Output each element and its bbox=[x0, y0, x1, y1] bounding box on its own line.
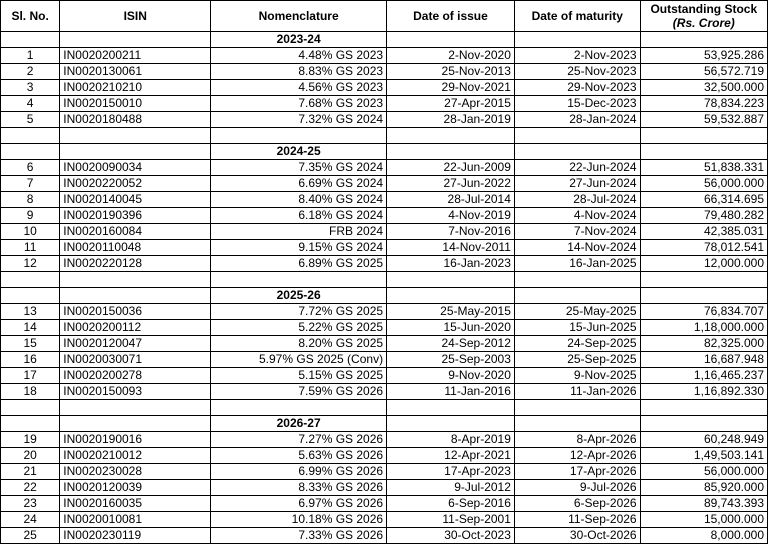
cell-date-of-maturity[interactable]: 25-May-2025 bbox=[514, 304, 640, 320]
cell-nomenclature[interactable]: 6.89% GS 2025 bbox=[211, 256, 387, 272]
cell-date-of-maturity[interactable]: 28-Jan-2024 bbox=[514, 112, 640, 128]
cell-sl-no[interactable]: 9 bbox=[1, 208, 60, 224]
header-isin[interactable]: ISIN bbox=[60, 1, 211, 32]
cell-isin[interactable]: IN0020150010 bbox=[60, 96, 211, 112]
cell-sl-no[interactable]: 22 bbox=[1, 480, 60, 496]
cell-date-of-issue[interactable]: 4-Nov-2019 bbox=[387, 208, 515, 224]
table-row bbox=[1, 496, 768, 512]
empty-cell[interactable] bbox=[514, 144, 640, 160]
cell-nomenclature[interactable]: 5.97% GS 2025 (Conv) bbox=[211, 352, 387, 368]
cell-outstanding-stock[interactable]: 53,925.286 bbox=[640, 48, 767, 64]
cell-sl-no[interactable]: 13 bbox=[1, 304, 60, 320]
empty-cell[interactable] bbox=[640, 400, 767, 416]
cell-outstanding-stock[interactable]: 60,248.949 bbox=[640, 432, 767, 448]
cell-date-of-issue[interactable]: 24-Sep-2012 bbox=[387, 336, 515, 352]
cell-nomenclature[interactable]: 9.15% GS 2024 bbox=[211, 240, 387, 256]
empty-cell[interactable] bbox=[60, 416, 211, 432]
cell-date-of-maturity[interactable]: 30-Oct-2026 bbox=[514, 528, 640, 544]
empty-cell[interactable] bbox=[640, 416, 767, 432]
table-body bbox=[1, 32, 768, 544]
empty-cell[interactable] bbox=[387, 128, 515, 144]
empty-cell[interactable] bbox=[211, 400, 387, 416]
cell-nomenclature[interactable]: 7.72% GS 2025 bbox=[211, 304, 387, 320]
cell-date-of-issue[interactable]: 30-Oct-2023 bbox=[387, 528, 515, 544]
cell-sl-no[interactable]: 15 bbox=[1, 336, 60, 352]
empty-cell[interactable] bbox=[1, 128, 60, 144]
empty-cell[interactable] bbox=[514, 400, 640, 416]
empty-cell[interactable] bbox=[60, 400, 211, 416]
empty-cell[interactable] bbox=[60, 288, 211, 304]
empty-cell[interactable] bbox=[387, 144, 515, 160]
cell-isin[interactable]: IN0020180488 bbox=[60, 112, 211, 128]
cell-date-of-issue[interactable]: 22-Jun-2009 bbox=[387, 160, 515, 176]
empty-cell[interactable] bbox=[1, 416, 60, 432]
table-row bbox=[1, 192, 768, 208]
empty-cell[interactable] bbox=[60, 128, 211, 144]
cell-nomenclature[interactable]: 8.83% GS 2023 bbox=[211, 64, 387, 80]
empty-cell[interactable] bbox=[387, 416, 515, 432]
header-outstanding-unit: (Rs. Crore) bbox=[672, 16, 735, 30]
cell-date-of-issue[interactable]: 27-Apr-2015 bbox=[387, 96, 515, 112]
cell-outstanding-stock[interactable]: 1,16,465.237 bbox=[640, 368, 767, 384]
cell-isin[interactable]: IN0020200211 bbox=[60, 48, 211, 64]
blank-row bbox=[1, 128, 768, 144]
empty-cell[interactable] bbox=[387, 288, 515, 304]
year-group-label[interactable]: 2023-24 bbox=[211, 32, 387, 48]
cell-isin[interactable]: IN0020110048 bbox=[60, 240, 211, 256]
cell-date-of-maturity[interactable]: 15-Dec-2023 bbox=[514, 96, 640, 112]
cell-sl-no[interactable]: 11 bbox=[1, 240, 60, 256]
empty-cell[interactable] bbox=[60, 32, 211, 48]
cell-isin[interactable]: IN0020200278 bbox=[60, 368, 211, 384]
cell-date-of-issue[interactable]: 6-Sep-2016 bbox=[387, 496, 515, 512]
header-nomenclature[interactable]: Nomenclature bbox=[211, 1, 387, 32]
cell-nomenclature[interactable]: FRB 2024 bbox=[211, 224, 387, 240]
empty-cell[interactable] bbox=[640, 32, 767, 48]
cell-isin[interactable]: IN0020130061 bbox=[60, 64, 211, 80]
cell-date-of-maturity[interactable]: 15-Jun-2025 bbox=[514, 320, 640, 336]
cell-nomenclature[interactable]: 7.33% GS 2026 bbox=[211, 528, 387, 544]
cell-sl-no[interactable]: 4 bbox=[1, 96, 60, 112]
cell-outstanding-stock[interactable]: 51,838.331 bbox=[640, 160, 767, 176]
cell-outstanding-stock[interactable]: 59,532.887 bbox=[640, 112, 767, 128]
empty-cell[interactable] bbox=[514, 416, 640, 432]
empty-cell[interactable] bbox=[387, 400, 515, 416]
year-group-label[interactable]: 2026-27 bbox=[211, 416, 387, 432]
cell-nomenclature[interactable]: 6.69% GS 2024 bbox=[211, 176, 387, 192]
cell-outstanding-stock[interactable]: 8,000.000 bbox=[640, 528, 767, 544]
cell-date-of-issue[interactable]: 14-Nov-2011 bbox=[387, 240, 515, 256]
table-row bbox=[1, 368, 768, 384]
cell-outstanding-stock[interactable]: 15,000.000 bbox=[640, 512, 767, 528]
cell-sl-no[interactable]: 3 bbox=[1, 80, 60, 96]
table-row bbox=[1, 304, 768, 320]
table-row bbox=[1, 224, 768, 240]
cell-sl-no[interactable]: 14 bbox=[1, 320, 60, 336]
empty-cell[interactable] bbox=[60, 144, 211, 160]
cell-date-of-issue[interactable]: 29-Nov-2021 bbox=[387, 80, 515, 96]
table-row bbox=[1, 448, 768, 464]
cell-date-of-maturity[interactable]: 25-Nov-2023 bbox=[514, 64, 640, 80]
cell-sl-no[interactable]: 12 bbox=[1, 256, 60, 272]
cell-sl-no[interactable]: 7 bbox=[1, 176, 60, 192]
cell-nomenclature[interactable]: 5.63% GS 2026 bbox=[211, 448, 387, 464]
cell-nomenclature[interactable]: 8.33% GS 2026 bbox=[211, 480, 387, 496]
empty-cell[interactable] bbox=[387, 32, 515, 48]
cell-outstanding-stock[interactable]: 89,743.393 bbox=[640, 496, 767, 512]
table-row bbox=[1, 352, 768, 368]
cell-date-of-maturity[interactable]: 17-Apr-2026 bbox=[514, 464, 640, 480]
table-row bbox=[1, 96, 768, 112]
cell-isin[interactable]: IN0020220128 bbox=[60, 256, 211, 272]
table-row bbox=[1, 64, 768, 80]
empty-cell[interactable] bbox=[211, 128, 387, 144]
cell-isin[interactable]: IN0020230119 bbox=[60, 528, 211, 544]
cell-date-of-maturity[interactable]: 12-Apr-2026 bbox=[514, 448, 640, 464]
empty-cell[interactable] bbox=[60, 272, 211, 288]
cell-sl-no[interactable]: 10 bbox=[1, 224, 60, 240]
table-row bbox=[1, 80, 768, 96]
cell-date-of-maturity[interactable]: 22-Jun-2024 bbox=[514, 160, 640, 176]
cell-date-of-maturity[interactable]: 6-Sep-2026 bbox=[514, 496, 640, 512]
table-row bbox=[1, 432, 768, 448]
table-row bbox=[1, 208, 768, 224]
year-group-row bbox=[1, 32, 768, 48]
empty-cell[interactable] bbox=[1, 144, 60, 160]
cell-nomenclature[interactable]: 5.15% GS 2025 bbox=[211, 368, 387, 384]
table-row bbox=[1, 464, 768, 480]
table-row bbox=[1, 160, 768, 176]
cell-sl-no[interactable]: 6 bbox=[1, 160, 60, 176]
cell-date-of-issue[interactable]: 9-Nov-2020 bbox=[387, 368, 515, 384]
cell-outstanding-stock[interactable]: 12,000.000 bbox=[640, 256, 767, 272]
cell-isin[interactable]: IN0020150093 bbox=[60, 384, 211, 400]
cell-date-of-maturity[interactable]: 11-Jan-2026 bbox=[514, 384, 640, 400]
cell-date-of-maturity[interactable]: 16-Jan-2025 bbox=[514, 256, 640, 272]
cell-outstanding-stock[interactable]: 1,49,503.141 bbox=[640, 448, 767, 464]
cell-isin[interactable]: IN0020030071 bbox=[60, 352, 211, 368]
cell-isin[interactable]: IN0020160084 bbox=[60, 224, 211, 240]
cell-nomenclature[interactable]: 7.68% GS 2023 bbox=[211, 96, 387, 112]
cell-outstanding-stock[interactable]: 82,325.000 bbox=[640, 336, 767, 352]
cell-nomenclature[interactable]: 7.35% GS 2024 bbox=[211, 160, 387, 176]
cell-date-of-issue[interactable]: 9-Jul-2012 bbox=[387, 480, 515, 496]
cell-date-of-maturity[interactable]: 24-Sep-2025 bbox=[514, 336, 640, 352]
empty-cell[interactable] bbox=[514, 272, 640, 288]
cell-date-of-issue[interactable]: 28-Jan-2019 bbox=[387, 112, 515, 128]
cell-nomenclature[interactable]: 4.48% GS 2023 bbox=[211, 48, 387, 64]
empty-cell[interactable] bbox=[640, 272, 767, 288]
cell-date-of-issue[interactable]: 16-Jan-2023 bbox=[387, 256, 515, 272]
cell-outstanding-stock[interactable]: 76,834.707 bbox=[640, 304, 767, 320]
cell-outstanding-stock[interactable]: 79,480.282 bbox=[640, 208, 767, 224]
cell-outstanding-stock[interactable]: 1,18,000.000 bbox=[640, 320, 767, 336]
cell-isin[interactable]: IN0020010081 bbox=[60, 512, 211, 528]
table-row bbox=[1, 528, 768, 544]
table-row bbox=[1, 176, 768, 192]
table-row bbox=[1, 320, 768, 336]
cell-date-of-maturity[interactable]: 11-Sep-2026 bbox=[514, 512, 640, 528]
cell-date-of-issue[interactable]: 15-Jun-2020 bbox=[387, 320, 515, 336]
header-date-of-maturity[interactable]: Date of maturity bbox=[514, 1, 640, 32]
cell-outstanding-stock[interactable]: 85,920.000 bbox=[640, 480, 767, 496]
cell-date-of-maturity[interactable]: 9-Nov-2025 bbox=[514, 368, 640, 384]
table-row bbox=[1, 112, 768, 128]
cell-isin[interactable]: IN0020160035 bbox=[60, 496, 211, 512]
cell-nomenclature[interactable]: 5.22% GS 2025 bbox=[211, 320, 387, 336]
empty-cell[interactable] bbox=[1, 400, 60, 416]
cell-nomenclature[interactable]: 6.99% GS 2026 bbox=[211, 464, 387, 480]
cell-date-of-maturity[interactable]: 29-Nov-2023 bbox=[514, 80, 640, 96]
empty-cell[interactable] bbox=[514, 128, 640, 144]
cell-isin[interactable]: IN0020220052 bbox=[60, 176, 211, 192]
cell-date-of-issue[interactable]: 12-Apr-2021 bbox=[387, 448, 515, 464]
cell-date-of-issue[interactable]: 25-Sep-2003 bbox=[387, 352, 515, 368]
cell-sl-no[interactable]: 2 bbox=[1, 64, 60, 80]
year-group-label[interactable]: 2024-25 bbox=[211, 144, 387, 160]
cell-nomenclature[interactable]: 6.97% GS 2026 bbox=[211, 496, 387, 512]
cell-date-of-issue[interactable]: 7-Nov-2016 bbox=[387, 224, 515, 240]
cell-sl-no[interactable]: 8 bbox=[1, 192, 60, 208]
table-row bbox=[1, 480, 768, 496]
empty-cell[interactable] bbox=[514, 32, 640, 48]
cell-date-of-maturity[interactable]: 25-Sep-2025 bbox=[514, 352, 640, 368]
cell-date-of-maturity[interactable]: 28-Jul-2024 bbox=[514, 192, 640, 208]
empty-cell[interactable] bbox=[1, 272, 60, 288]
cell-date-of-issue[interactable]: 27-Jun-2022 bbox=[387, 176, 515, 192]
table-row bbox=[1, 336, 768, 352]
cell-date-of-issue[interactable]: 2-Nov-2020 bbox=[387, 48, 515, 64]
cell-isin[interactable]: IN0020200112 bbox=[60, 320, 211, 336]
header-sl-no[interactable]: Sl. No. bbox=[1, 1, 60, 32]
cell-date-of-maturity[interactable]: 14-Nov-2024 bbox=[514, 240, 640, 256]
cell-sl-no[interactable]: 18 bbox=[1, 384, 60, 400]
empty-cell[interactable] bbox=[1, 288, 60, 304]
cell-outstanding-stock[interactable]: 56,000.000 bbox=[640, 464, 767, 480]
empty-cell[interactable] bbox=[640, 144, 767, 160]
cell-outstanding-stock[interactable]: 42,385.031 bbox=[640, 224, 767, 240]
cell-isin[interactable]: IN0020090034 bbox=[60, 160, 211, 176]
cell-isin[interactable]: IN0020120039 bbox=[60, 480, 211, 496]
cell-date-of-issue[interactable]: 28-Jul-2014 bbox=[387, 192, 515, 208]
cell-nomenclature[interactable]: 6.18% GS 2024 bbox=[211, 208, 387, 224]
cell-isin[interactable]: IN0020210210 bbox=[60, 80, 211, 96]
cell-isin[interactable]: IN0020150036 bbox=[60, 304, 211, 320]
cell-isin[interactable]: IN0020190396 bbox=[60, 208, 211, 224]
cell-sl-no[interactable]: 21 bbox=[1, 464, 60, 480]
year-group-row bbox=[1, 144, 768, 160]
cell-nomenclature[interactable]: 7.32% GS 2024 bbox=[211, 112, 387, 128]
cell-outstanding-stock[interactable]: 78,012.541 bbox=[640, 240, 767, 256]
empty-cell[interactable] bbox=[640, 128, 767, 144]
year-group-row bbox=[1, 416, 768, 432]
cell-date-of-issue[interactable]: 25-May-2015 bbox=[387, 304, 515, 320]
empty-cell[interactable] bbox=[387, 272, 515, 288]
year-group-label[interactable]: 2025-26 bbox=[211, 288, 387, 304]
cell-sl-no[interactable]: 5 bbox=[1, 112, 60, 128]
cell-nomenclature[interactable]: 4.56% GS 2023 bbox=[211, 80, 387, 96]
header-date-of-issue[interactable]: Date of issue bbox=[387, 1, 515, 32]
cell-nomenclature[interactable]: 7.27% GS 2026 bbox=[211, 432, 387, 448]
header-outstanding-stock[interactable] bbox=[640, 1, 767, 32]
cell-date-of-issue[interactable]: 8-Apr-2019 bbox=[387, 432, 515, 448]
cell-date-of-issue[interactable]: 17-Apr-2023 bbox=[387, 464, 515, 480]
cell-outstanding-stock[interactable]: 56,572.719 bbox=[640, 64, 767, 80]
cell-outstanding-stock[interactable]: 16,687.948 bbox=[640, 352, 767, 368]
cell-sl-no[interactable]: 23 bbox=[1, 496, 60, 512]
cell-isin[interactable]: IN0020120047 bbox=[60, 336, 211, 352]
cell-date-of-issue[interactable]: 11-Jan-2016 bbox=[387, 384, 515, 400]
cell-sl-no[interactable]: 19 bbox=[1, 432, 60, 448]
cell-nomenclature[interactable]: 10.18% GS 2026 bbox=[211, 512, 387, 528]
cell-isin[interactable]: IN0020210012 bbox=[60, 448, 211, 464]
empty-cell[interactable] bbox=[1, 32, 60, 48]
cell-sl-no[interactable]: 17 bbox=[1, 368, 60, 384]
cell-outstanding-stock[interactable]: 66,314.695 bbox=[640, 192, 767, 208]
cell-nomenclature[interactable]: 7.59% GS 2026 bbox=[211, 384, 387, 400]
cell-sl-no[interactable]: 1 bbox=[1, 48, 60, 64]
table-row bbox=[1, 240, 768, 256]
cell-isin[interactable]: IN0020140045 bbox=[60, 192, 211, 208]
header-row bbox=[1, 1, 768, 32]
cell-sl-no[interactable]: 25 bbox=[1, 528, 60, 544]
cell-date-of-maturity[interactable]: 2-Nov-2023 bbox=[514, 48, 640, 64]
table-row bbox=[1, 384, 768, 400]
cell-outstanding-stock[interactable]: 1,16,892.330 bbox=[640, 384, 767, 400]
cell-outstanding-stock[interactable]: 56,000.000 bbox=[640, 176, 767, 192]
cell-date-of-maturity[interactable]: 4-Nov-2024 bbox=[514, 208, 640, 224]
cell-isin[interactable]: IN0020230028 bbox=[60, 464, 211, 480]
cell-isin[interactable]: IN0020190016 bbox=[60, 432, 211, 448]
table-row bbox=[1, 256, 768, 272]
cell-nomenclature[interactable]: 8.40% GS 2024 bbox=[211, 192, 387, 208]
cell-nomenclature[interactable]: 8.20% GS 2025 bbox=[211, 336, 387, 352]
cell-date-of-maturity[interactable]: 27-Jun-2024 bbox=[514, 176, 640, 192]
cell-sl-no[interactable]: 20 bbox=[1, 448, 60, 464]
cell-outstanding-stock[interactable]: 78,834.223 bbox=[640, 96, 767, 112]
blank-row bbox=[1, 272, 768, 288]
cell-date-of-maturity[interactable]: 7-Nov-2024 bbox=[514, 224, 640, 240]
empty-cell[interactable] bbox=[640, 288, 767, 304]
empty-cell[interactable] bbox=[514, 288, 640, 304]
cell-date-of-issue[interactable]: 11-Sep-2001 bbox=[387, 512, 515, 528]
table-row bbox=[1, 512, 768, 528]
header-outstanding-stock-label: Outstanding Stock bbox=[650, 2, 758, 16]
year-group-row bbox=[1, 288, 768, 304]
table-row bbox=[1, 48, 768, 64]
cell-date-of-maturity[interactable]: 9-Jul-2026 bbox=[514, 480, 640, 496]
cell-sl-no[interactable]: 16 bbox=[1, 352, 60, 368]
empty-cell[interactable] bbox=[211, 272, 387, 288]
cell-sl-no[interactable]: 24 bbox=[1, 512, 60, 528]
blank-row bbox=[1, 400, 768, 416]
cell-date-of-issue[interactable]: 25-Nov-2013 bbox=[387, 64, 515, 80]
cell-date-of-maturity[interactable]: 8-Apr-2026 bbox=[514, 432, 640, 448]
cell-outstanding-stock[interactable]: 32,500.000 bbox=[640, 80, 767, 96]
